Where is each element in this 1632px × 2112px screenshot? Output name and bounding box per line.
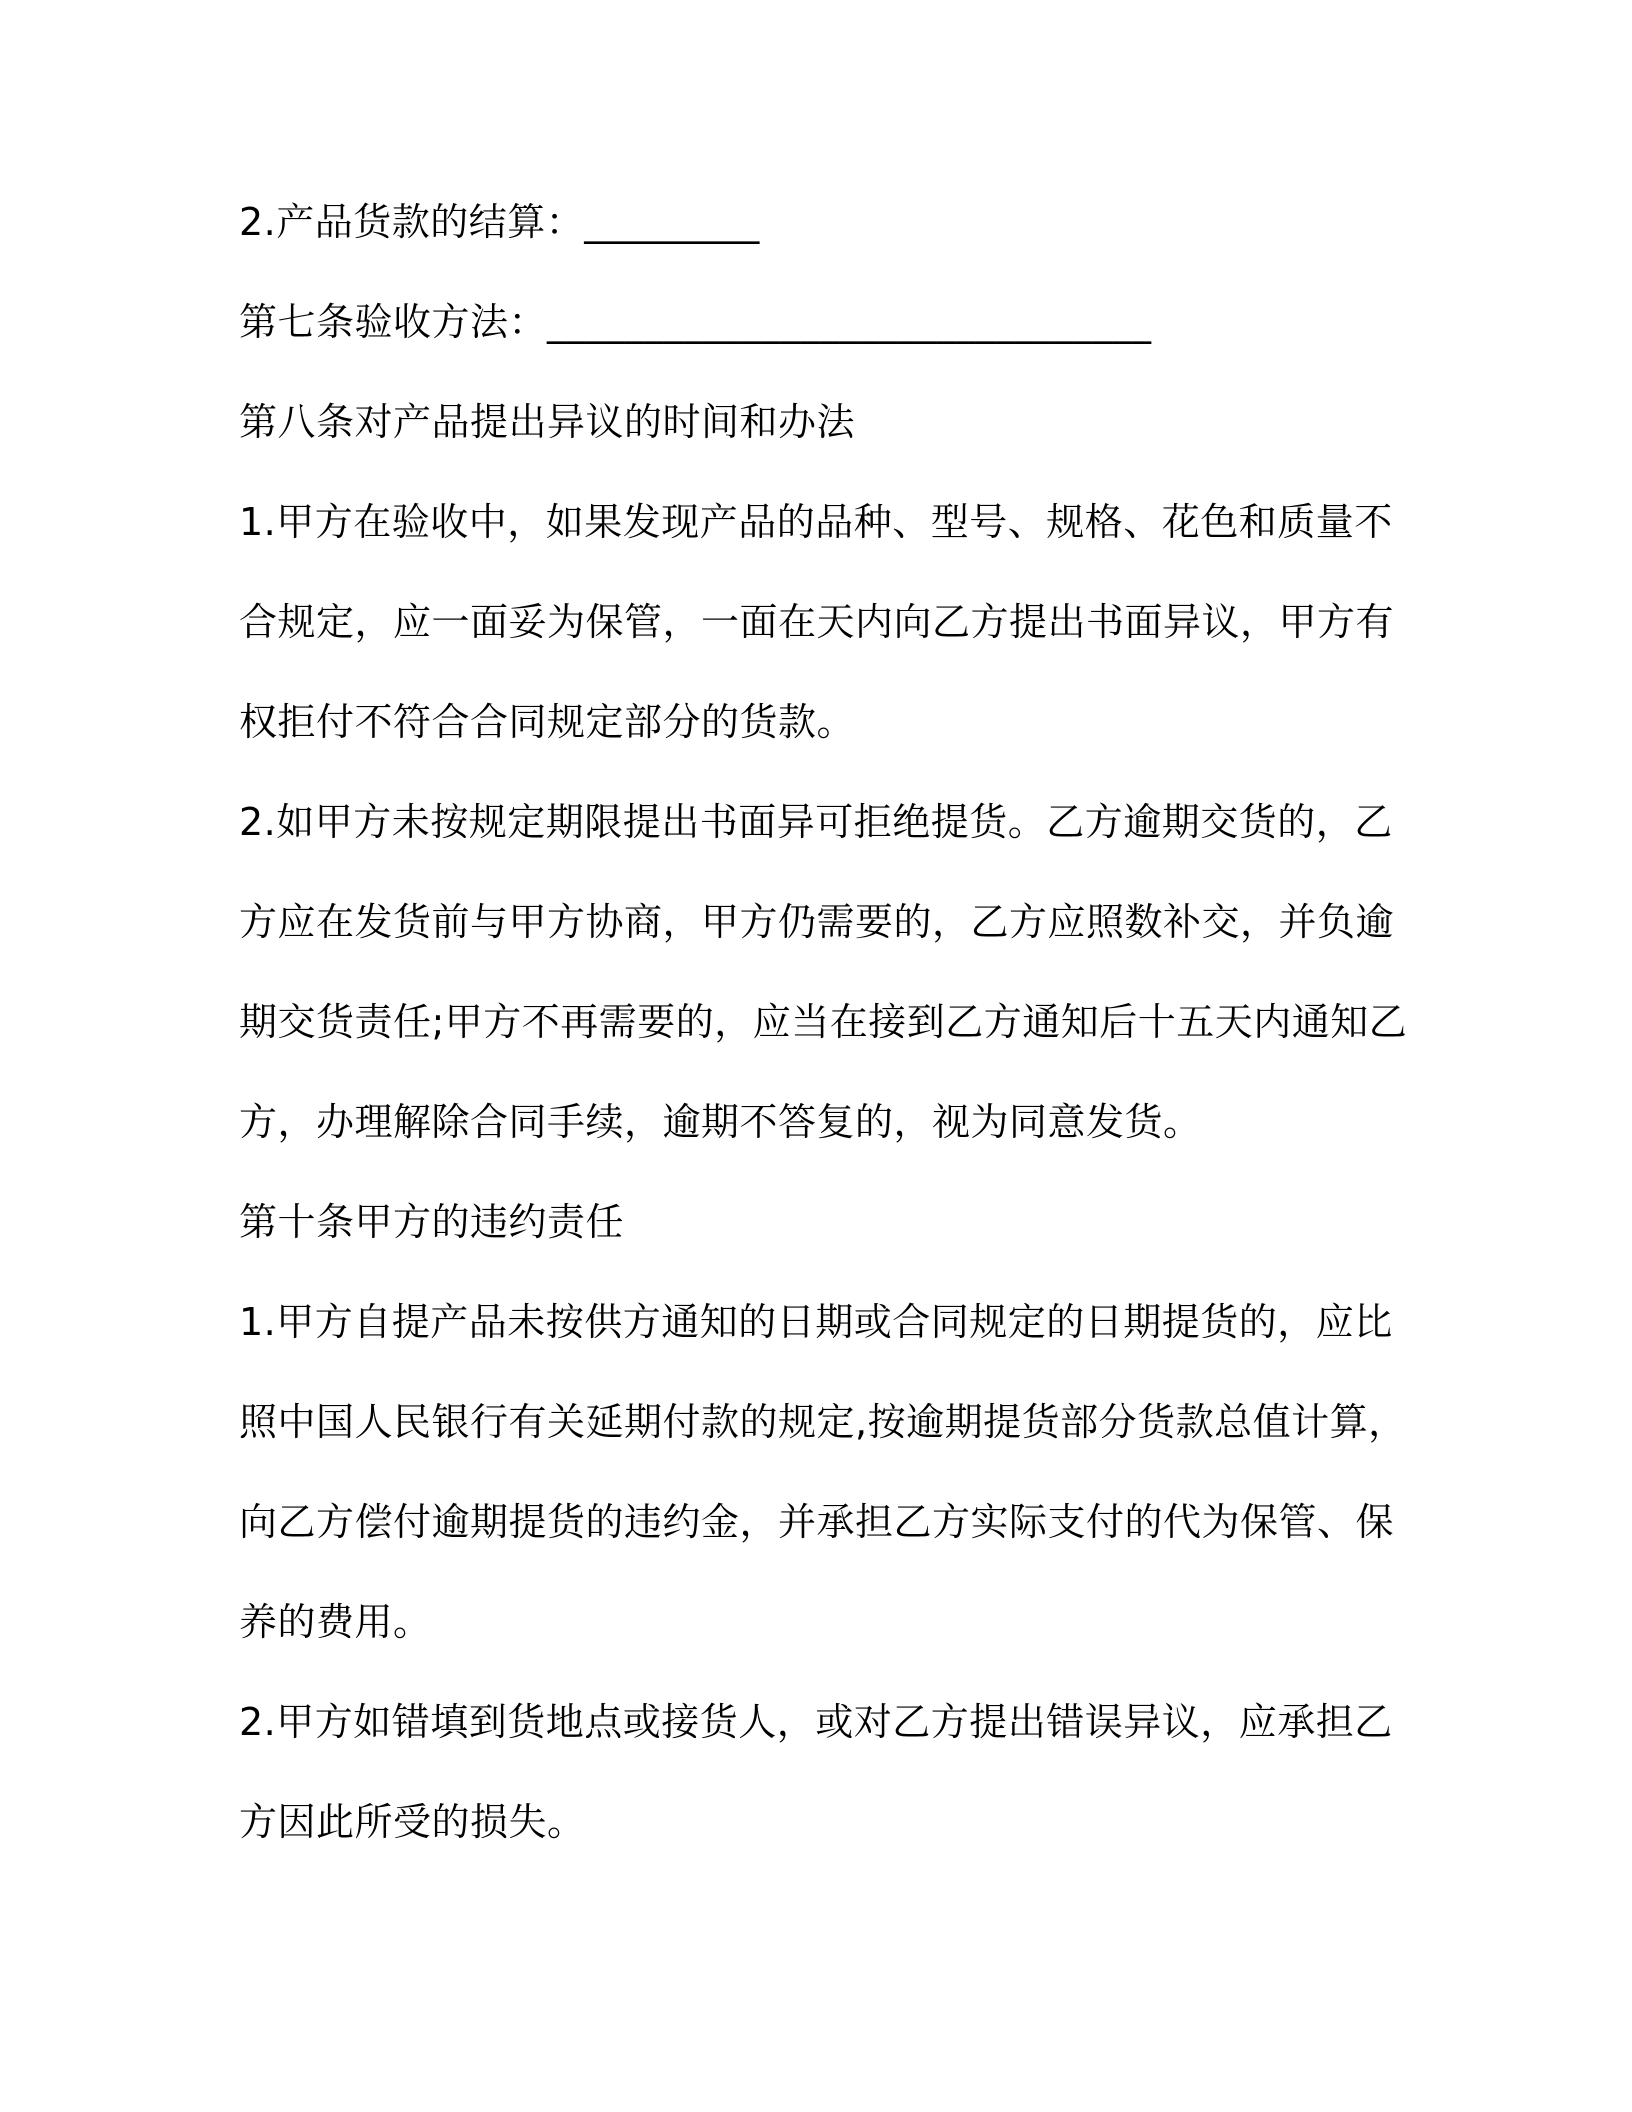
article-8-item-1-line-3: 权拒付不符合合同规定部分的货款。: [239, 700, 856, 744]
article-7-heading: 第七条验收方法：_______________________________: [239, 300, 1152, 344]
article-8-item-2-line-2: 方应在发货前与甲方协商，甲方仍需要的，乙方应照数补交，并负逾: [239, 900, 1395, 944]
article-8-item-2-line-4: 方，办理解除合同手续，逾期不答复的，视为同意发货。: [239, 1100, 1202, 1144]
article-10-item-2-line-2: 方因此所受的损失。: [239, 1800, 586, 1844]
article-8-item-1-line-2: 合规定，应一面妥为保管，一面在天内向乙方提出书面异议，甲方有: [239, 600, 1395, 644]
article-10-item-1-line-3: 向乙方偿付逾期提货的违约金，并承担乙方实际支付的代为保管、保: [239, 1500, 1395, 1544]
article-10-item-1-line-1: 1.甲方自提产品未按供方通知的日期或合同规定的日期提货的，应比: [239, 1300, 1393, 1344]
article-10-item-2-line-1: 2.甲方如错填到货地点或接货人，或对乙方提出错误异议，应承担乙: [239, 1700, 1393, 1744]
settlement-clause: 2.产品货款的结算：_________: [239, 200, 760, 244]
article-10-item-1-line-4: 养的费用。: [239, 1600, 432, 1644]
article-10-heading: 第十条甲方的违约责任: [239, 1200, 625, 1244]
article-10-item-1-line-2: 照中国人民银行有关延期付款的规定,按逾期提货部分货款总值计算，: [239, 1400, 1407, 1444]
article-8-item-2-line-1: 2.如甲方未按规定期限提出书面异可拒绝提货。乙方逾期交货的，乙: [239, 800, 1393, 844]
article-8-item-1-line-1: 1.甲方在验收中，如果发现产品的品种、型号、规格、花色和质量不: [239, 500, 1393, 544]
article-8-heading: 第八条对产品提出异议的时间和办法: [239, 400, 856, 444]
article-8-item-2-line-3: 期交货责任;甲方不再需要的，应当在接到乙方通知后十五天内通知乙: [239, 1000, 1408, 1044]
